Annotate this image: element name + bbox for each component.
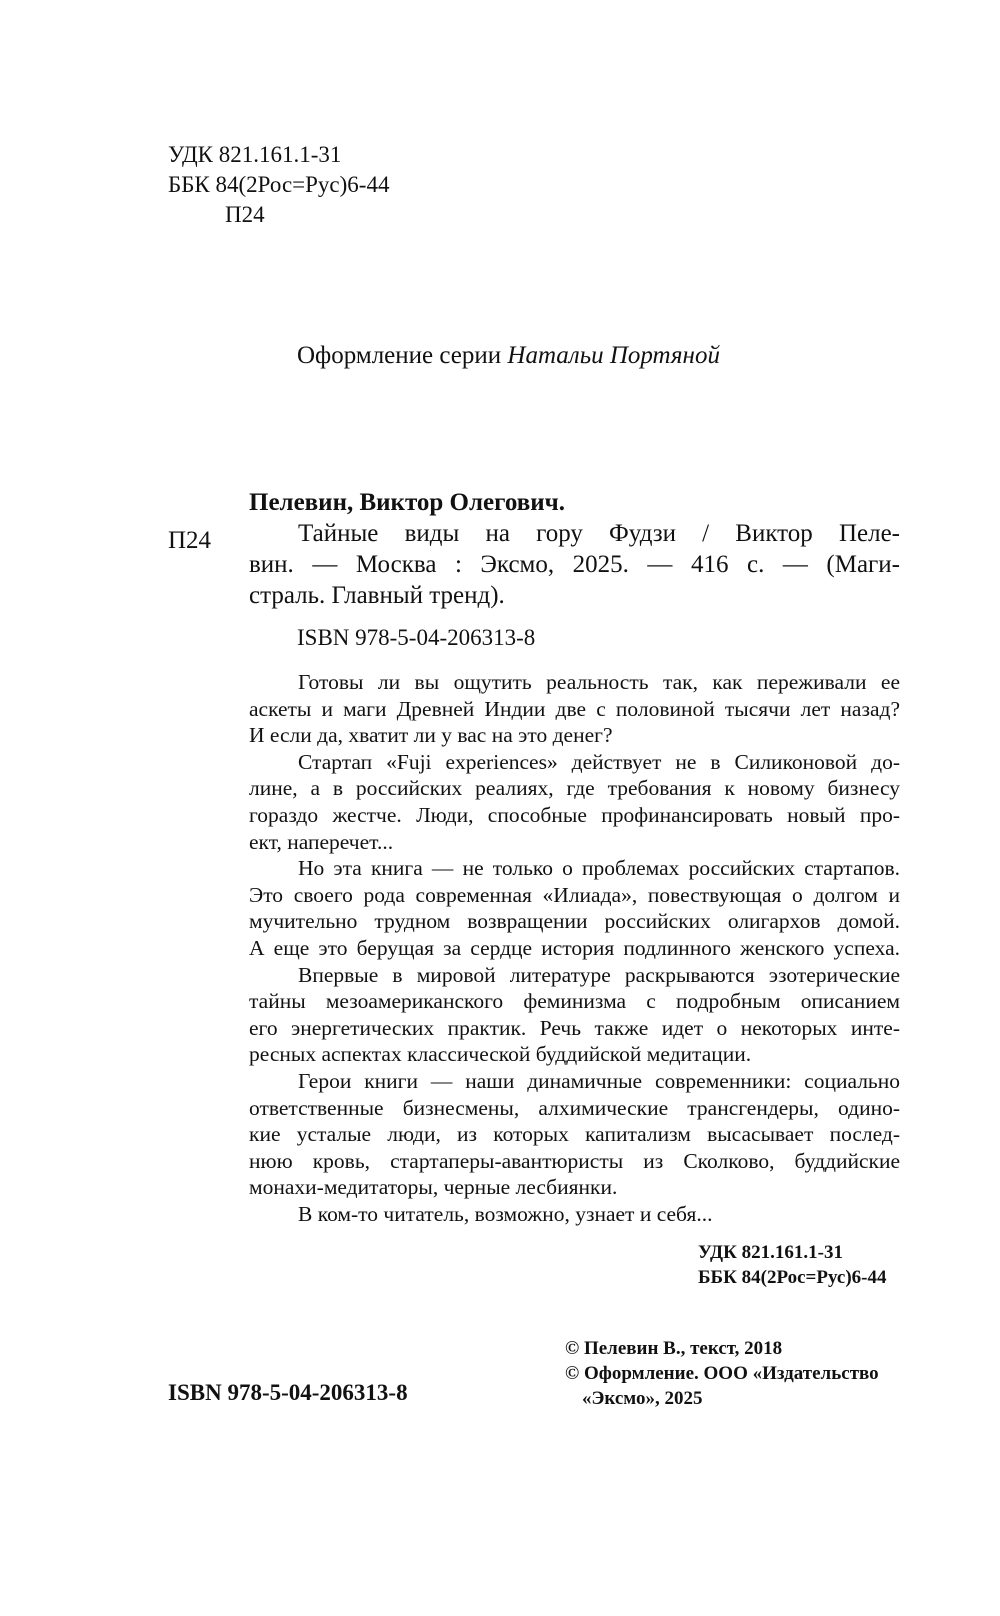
copyright-line: © Пелевин В., текст, 2018 [565, 1338, 783, 1359]
entry-author: Пелевин, Виктор Олегович. [249, 489, 565, 516]
copyright-block [565, 1336, 879, 1411]
entry-line: страль. Главный тренд). [249, 582, 505, 609]
annotation-line: тайны мезоамериканского феминизма с подробным описанием [249, 989, 900, 1014]
annotation-line: его энергетических практик. Речь также идет о некоторых инте- [249, 1015, 900, 1040]
bottom-isbn: ISBN 978-5-04-206313-8 [168, 1380, 408, 1405]
annotation-line: Впервые в мировой литературе раскрываются эзотерические [298, 962, 900, 987]
entry-line: Тайные виды на гору Фудзи / Виктор Пеле- [298, 520, 900, 547]
author-mark: П24 [225, 202, 265, 227]
copyright-line: «Эксмо», 2025 [582, 1388, 703, 1409]
bibliographic-entry [249, 487, 900, 611]
series-design-credit [297, 342, 720, 370]
copyright-line: © Оформление. ООО «Издательство [565, 1363, 879, 1384]
entry-line: вин. — Москва : Эксмо, 2025. — 416 с. — (Маги- [249, 551, 900, 578]
annotation-line: гораздо жестче. Люди, способные профинансировать новый про- [249, 802, 900, 827]
annotation-line: Герои книги — наши динамичные современники: социально [298, 1068, 900, 1093]
annotation-line: кие усталые люди, из которых капитализм высасывает послед- [249, 1122, 900, 1147]
udk-code: УДК 821.161.1-31 [168, 142, 342, 167]
bottom-classification-block [698, 1240, 886, 1290]
annotation-line: Стартап «Fuji experiences» действует не в Силиконовой до- [298, 749, 900, 774]
annotation-line: нюю кровь, стартаперы-авантюристы из Сколково, буддийские [249, 1148, 900, 1173]
annotation-line: А еще это берущая за сердце история подлинного женского успеха. [249, 935, 900, 960]
top-classification-block [168, 140, 389, 230]
annotation-line: В ком-то читатель, возможно, узнает и себя... [298, 1201, 713, 1226]
annotation-line: Но эта книга — не только о проблемах российских стартапов. [298, 856, 900, 881]
entry-side-index: П24 [168, 527, 212, 554]
annotation [249, 669, 900, 1227]
annotation-line: аскеты и маги Древней Индии две с половиной тысячи лет назад? [249, 696, 900, 721]
entry-isbn: ISBN 978-5-04-206313-8 [297, 625, 536, 650]
bottom-bbk-code: ББК 84(2Рос=Рус)6-44 [698, 1267, 887, 1288]
annotation-line: Готовы ли вы ощутить реальность так, как переживали ее [298, 670, 900, 694]
bottom-udk-code: УДК 821.161.1-31 [698, 1242, 843, 1263]
series-credit-prefix: Оформление серии [297, 342, 502, 369]
annotation-line: И если да, хватит ли у вас на это денег? [249, 723, 613, 748]
annotation-line: ресных аспектах классической буддийской медитации. [249, 1042, 752, 1067]
annotation-line: лине, а в российских реалиях, где требования к новому бизнесу [249, 776, 900, 801]
annotation-line: мучительно трудном возвращении российских олигархов домой. [249, 909, 900, 934]
annotation-line: Это своего рода современная «Илиада», повествующая о долгом и [249, 882, 900, 907]
annotation-line: ект, наперечет... [249, 829, 394, 854]
annotation-line: монахи-медитаторы, черные лесбиянки. [249, 1175, 618, 1200]
bbk-code: ББК 84(2Рос=Рус)6-44 [168, 172, 390, 197]
series-designer-name: Натальи Портяной [507, 342, 720, 369]
annotation-line: ответственные бизнесмены, алхимические трансгендеры, одино- [249, 1095, 900, 1120]
